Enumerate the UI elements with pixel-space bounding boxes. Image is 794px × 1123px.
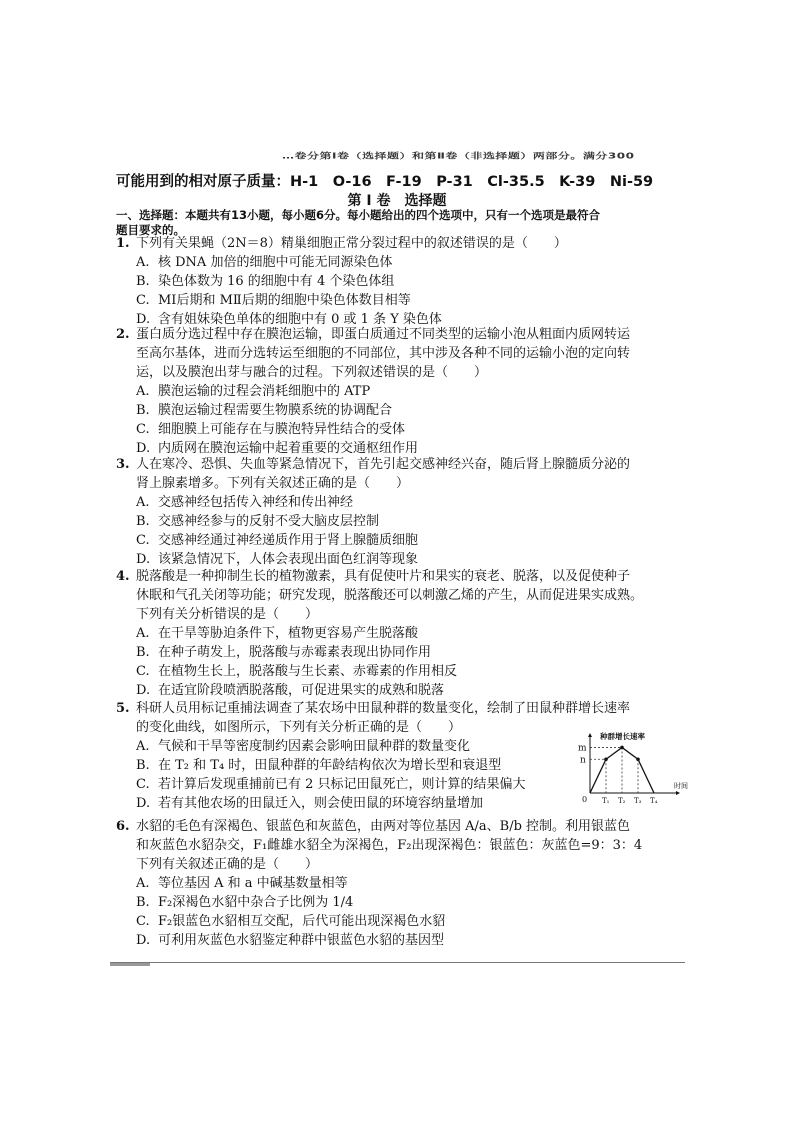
option-b: B. 染色体数为 16 的细胞中有 4 个染色体组 [136, 274, 395, 289]
x-axis-label: 时间 [674, 782, 688, 790]
option-b: B. 膜泡运输过程需要生物膜系统的协调配合 [136, 403, 393, 418]
growth-rate-chart [574, 731, 704, 809]
question-stem: 水貂的毛色有深褐色、银蓝色和灰蓝色，由两对等位基因 A/a、B/b 控制。利用银蓝色 [136, 819, 631, 834]
atomic-mass-line: 可能用到的相对原子质量：H-1 O-16 F-19 P-31 Cl-35.5 K-39 Ni-59 [116, 174, 654, 190]
option-c: C. 若计算后发现重捕前已有 2 只标记田鼠死亡，则计算的结果偏大 [136, 777, 526, 792]
header-cut-text: …卷分第Ⅰ卷（选择题）和第Ⅱ卷（非选择题）两部分。满分300 [282, 151, 635, 161]
question-number: 5. [116, 701, 130, 716]
data-point [620, 746, 624, 750]
x-axis-arrow [676, 791, 680, 795]
question-number: 4. [116, 569, 130, 584]
question-stem: 科研人员用标记重捕法调查了某农场中田鼠种群的数量变化，绘制了田鼠种群增长速率 [136, 701, 631, 716]
question-number: 1. [116, 236, 130, 251]
data-point [604, 757, 608, 761]
option-c: C. F₂银蓝色水貂相互交配，后代可能出现深褐色水貂 [136, 914, 446, 929]
question-stem-continued: 和灰蓝色水貂杂交，F₁雌雄水貂全为深褐色，F₂出现深褐色：银蓝色：灰蓝色=9：3：4 [136, 838, 643, 853]
data-point [636, 757, 640, 761]
option-c: C. 细胞膜上可能存在与膜泡特异性结合的受体 [136, 422, 406, 437]
option-b: B. F₂深褐色水貂中杂合子比例为 1/4 [136, 895, 354, 910]
question-stem-continued: 肾上腺素增多。下列有关叙述正确的是（ ） [136, 476, 410, 491]
bottom-divider-accent [110, 963, 150, 966]
question-number: 6. [116, 819, 130, 834]
question-stem: 人在寒冷、恐惧、失血等紧急情况下，首先引起交感神经兴奋，随后肾上腺髓质分泌的 [136, 457, 631, 472]
section-title: 第 Ⅰ 卷 选择题 [347, 193, 447, 209]
y-tick-m: m [578, 743, 587, 754]
option-d: D. 若有其他农场的田鼠迁入，则会使田鼠的环境容纳量增加 [136, 796, 484, 811]
question-2 [116, 325, 701, 458]
chart-title: 种群增长速率 [600, 732, 645, 741]
option-d: D. 在适宜阶段喷洒脱落酸，可促进果实的成熟和脱落 [136, 683, 445, 698]
option-d: D. 含有姐妹染色单体的细胞中有 0 或 1 条 Y 染色体 [136, 312, 442, 327]
question-stem-continued: 下列有关叙述正确的是（ ） [136, 857, 319, 872]
x-tick-4: T₄ [650, 797, 658, 805]
origin-label: 0 [582, 795, 588, 804]
question-stem-continued: 运，以及膜泡出芽与融合的过程。下列叙述错误的是（ ） [136, 365, 488, 380]
question-stem-continued: 下列有关分析错误的是（ ） [136, 607, 319, 622]
x-tick-1: T₁ [602, 797, 610, 805]
option-c: C. 交感神经通过神经递质作用于肾上腺髓质细胞 [136, 533, 419, 548]
option-a: A. 在干旱等胁迫条件下，植物更容易产生脱落酸 [136, 626, 419, 641]
y-tick-n: n [580, 755, 586, 766]
option-a: A. 气候和干旱等密度制约因素会影响田鼠种群的数量变化 [136, 739, 471, 754]
option-a: A. 交感神经包括传入神经和传出神经 [136, 495, 354, 510]
instructions-line-1: 一、选择题：本题共有13小题，每小题6分。每小题给出的四个选项中，只有一个选项是最符合 [116, 208, 601, 222]
option-a: A. 核 DNA 加倍的细胞中可能无同源染色体 [136, 255, 393, 270]
option-a: A. 等位基因 A 和 a 中碱基数量相等 [136, 876, 348, 891]
option-d: D. 该紧急情况下，人体会表现出面色红润等现象 [136, 552, 419, 567]
question-1 [116, 234, 701, 329]
option-c: C. MⅠ后期和 MⅡ后期的细胞中染色体数目相等 [136, 293, 411, 308]
option-a: A. 膜泡运输的过程会消耗细胞中的 ATP [136, 384, 371, 399]
bottom-divider [110, 962, 685, 963]
series-line [590, 747, 654, 793]
option-b: B. 在种子萌发上，脱落酸与赤霉素表现出协同作用 [136, 645, 432, 660]
growth-rate-chart-svg [574, 731, 704, 809]
question-stem: 脱落酸是一种抑制生长的植物激素，具有促使叶片和果实的衰老、脱落，以及促使种子 [136, 569, 631, 584]
question-stem-continued: 至高尔基体，进而分选转运至细胞的不同部位，其中涉及各种不同的运输小泡的定向转 [136, 346, 631, 361]
question-stem: 蛋白质分选过程中存在膜泡运输，即蛋白质通过不同类型的运输小泡从粗面内质网转运 [136, 327, 631, 342]
question-number: 2. [116, 327, 130, 342]
question-4 [116, 567, 701, 700]
x-tick-3: T₃ [634, 797, 642, 805]
option-c: C. 在植物生长上，脱落酸与生长素、赤霉素的作用相反 [136, 664, 458, 679]
option-d: D. 内质网在膜泡运输中起着重要的交通枢纽作用 [136, 441, 419, 456]
option-b: B. 在 T₂ 和 T₄ 时，田鼠种群的年龄结构依次为增长型和衰退型 [136, 758, 502, 773]
question-stem-continued: 休眠和气孔关闭等功能；研究发现，脱落酸还可以刺激乙烯的产生，从而促进果实成熟。 [136, 588, 644, 603]
option-b: B. 交感神经参与的反射不受大脑皮层控制 [136, 514, 380, 529]
y-axis-arrow [588, 733, 592, 737]
question-stem: 下列有关果蝇（2N＝8）精巢细胞正常分裂过程中的叙述错误的是（ ） [136, 236, 567, 251]
question-stem-continued: 的变化曲线，如图所示，下列有关分析正确的是（ ） [136, 720, 462, 735]
option-d: D. 可利用灰蓝色水貂鉴定种群中银蓝色水貂的基因型 [136, 933, 445, 948]
question-3 [116, 455, 701, 569]
question-6 [116, 817, 701, 950]
question-number: 3. [116, 457, 130, 472]
x-tick-2: T₂ [618, 797, 626, 805]
instructions-line-2: 题目要求的。 [116, 223, 185, 237]
